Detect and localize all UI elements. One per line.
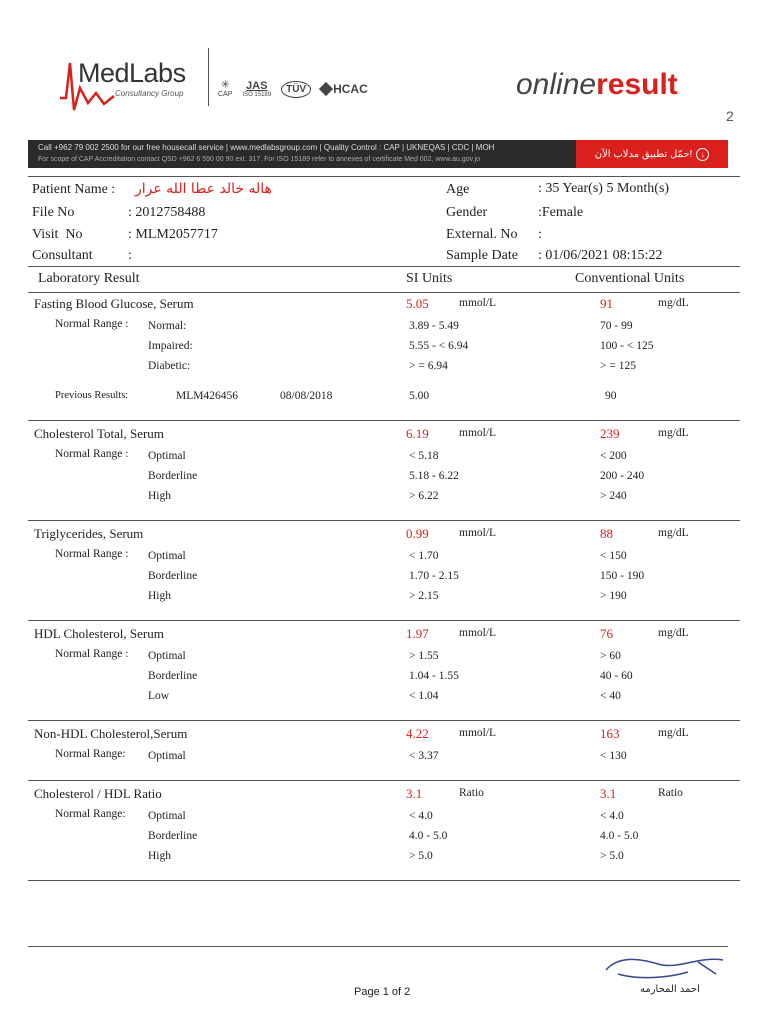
range-label: Optimal <box>148 750 186 762</box>
range-conv: < 4.0 <box>600 810 624 822</box>
range-label: Borderline <box>148 570 198 582</box>
si-result-value: 5.05 <box>406 296 429 311</box>
si-result-value: 0.99 <box>406 526 429 541</box>
logo-sub: Consultancy Group <box>115 89 184 98</box>
normal-range-label: Normal Range: <box>55 808 126 820</box>
age-label: Age <box>446 182 470 197</box>
tuv-logo: TÜV <box>281 81 311 98</box>
consultant-value: : <box>128 248 132 263</box>
range-label: Low <box>148 690 170 702</box>
si-result-unit: mmol/L <box>459 527 497 539</box>
cap-seal-icon: ✳ <box>220 79 230 92</box>
range-label: Optimal <box>148 810 186 822</box>
range-si: < 1.04 <box>409 690 439 702</box>
range-label: Optimal <box>148 450 186 462</box>
range-si: 5.55 - < 6.94 <box>409 340 469 352</box>
si-result-unit: mmol/L <box>459 297 497 309</box>
test-name: HDL Cholesterol, Serum <box>34 626 164 641</box>
section-divider <box>28 780 740 781</box>
range-si: > 6.22 <box>409 490 439 502</box>
range-conv: 100 - < 125 <box>600 340 654 352</box>
section-divider <box>28 520 740 521</box>
conv-result-value: 3.1 <box>600 786 617 801</box>
si-result-value: 4.22 <box>406 726 429 741</box>
conv-result-value: 91 <box>600 296 613 311</box>
test-name: Triglycerides, Serum <box>34 526 144 541</box>
range-si: < 1.70 <box>409 550 439 562</box>
previous-results-label: Previous Results: <box>55 390 129 401</box>
range-si: 1.04 - 1.55 <box>409 670 459 682</box>
gender-label: Gender <box>446 205 488 220</box>
range-si: 1.70 - 2.15 <box>409 570 459 582</box>
range-label: Borderline <box>148 670 198 682</box>
si-result-unit: mmol/L <box>459 627 497 639</box>
range-si: > 2.15 <box>409 590 439 602</box>
range-conv: 4.0 - 5.0 <box>600 830 639 842</box>
si-result-value: 3.1 <box>406 786 423 801</box>
logo-name: MedLabs <box>78 58 186 88</box>
file-no-value: : 2012758488 <box>128 205 206 220</box>
conv-result-unit: mg/dL <box>658 727 689 739</box>
age-value: : 35 Year(s) 5 Month(s) <box>538 181 670 196</box>
medlabs-logo <box>58 48 198 128</box>
signer-name: احمد المحارمه <box>640 984 700 995</box>
range-conv: > 190 <box>600 590 627 602</box>
col-lab-result: Laboratory Result <box>38 271 140 286</box>
visit-no-value: : MLM2057717 <box>128 227 218 242</box>
banner-line-1: Call +962 79 002 2500 for our free housecall service | www.medlabsgroup.com | Quality Control : CAP | UKNEQAS | CDC | MOH <box>38 143 495 152</box>
si-result-value: 1.97 <box>406 626 429 641</box>
normal-range-label: Normal Range : <box>55 318 129 330</box>
test-name: Cholesterol Total, Serum <box>34 426 164 441</box>
col-conv-units: Conventional Units <box>575 271 685 286</box>
range-si: 3.89 - 5.49 <box>409 320 459 332</box>
accreditation-logos <box>218 74 368 104</box>
info-banner <box>28 140 728 168</box>
test-name: Non-HDL Cholesterol,Serum <box>34 726 188 741</box>
range-conv: 40 - 60 <box>600 670 633 682</box>
diamond-icon <box>319 82 333 96</box>
header-divider <box>208 48 209 106</box>
banner-line-2: For scope of CAP Accreditation contact QSD +962 6 590 00 90 ext. 317. For ISO 15189 refer to annexes of certificate Med 002, www.au.gov.jo <box>38 156 480 163</box>
page-footer: Page 1 of 2 <box>354 986 411 998</box>
range-label: Borderline <box>148 470 198 482</box>
range-si: < 3.37 <box>409 750 439 762</box>
cap-logo: ✳ CAP <box>218 79 233 99</box>
columns-rule <box>28 292 740 293</box>
previous-si: 5.00 <box>409 390 430 402</box>
range-si: > 1.55 <box>409 650 439 662</box>
range-label: Optimal <box>148 650 186 662</box>
normal-range-label: Normal Range : <box>55 648 129 660</box>
download-icon: ↓ <box>696 148 709 161</box>
conv-result-unit: mg/dL <box>658 527 689 539</box>
range-conv: > 60 <box>600 650 621 662</box>
range-label: High <box>148 850 171 862</box>
range-si: 4.0 - 5.0 <box>409 830 448 842</box>
range-conv: < 130 <box>600 750 627 762</box>
app-download-button[interactable]: حمّل تطبيق مدلاب الآن! ↓ <box>576 140 728 168</box>
sample-date-value: : 01/06/2021 08:15:22 <box>538 248 663 263</box>
conv-result-unit: mg/dL <box>658 297 689 309</box>
gender-value: :Female <box>538 205 584 220</box>
test-name: Fasting Blood Glucose, Serum <box>34 296 194 311</box>
range-conv: > = 125 <box>600 360 636 372</box>
visit-no-label: Visit No <box>32 227 83 242</box>
online-result-title: onlineresult <box>516 68 678 101</box>
normal-range-label: Normal Range: <box>55 748 126 760</box>
conv-result-value: 163 <box>600 726 620 741</box>
si-result-unit: mmol/L <box>459 427 497 439</box>
section-divider <box>28 720 740 721</box>
file-no-label: File No <box>32 205 75 220</box>
range-label: Optimal <box>148 550 186 562</box>
range-label: Impaired: <box>148 340 193 352</box>
range-label: High <box>148 490 171 502</box>
range-conv: > 240 <box>600 490 627 502</box>
conv-result-unit: mg/dL <box>658 427 689 439</box>
conv-result-unit: mg/dL <box>658 627 689 639</box>
external-no-label: External. No <box>446 227 518 242</box>
sample-date-label: Sample Date <box>446 248 518 263</box>
range-label: High <box>148 590 171 602</box>
test-name: Cholesterol / HDL Ratio <box>34 786 162 801</box>
normal-range-label: Normal Range : <box>55 548 129 560</box>
patient-bottom-rule <box>28 266 740 267</box>
si-result-unit: mmol/L <box>459 727 497 739</box>
conv-result-unit: Ratio <box>658 787 683 799</box>
section-divider <box>28 620 740 621</box>
section-divider <box>28 420 740 421</box>
range-conv: 70 - 99 <box>600 320 633 332</box>
range-conv: < 200 <box>600 450 627 462</box>
range-conv: < 150 <box>600 550 627 562</box>
range-conv: > 5.0 <box>600 850 624 862</box>
previous-visit: MLM426456 <box>176 390 238 402</box>
patient-name-value: هاله خالد عطا الله عرار <box>135 181 272 197</box>
range-si: > = 6.94 <box>409 360 448 372</box>
consultant-label: Consultant <box>32 248 93 263</box>
conv-result-value: 88 <box>600 526 613 541</box>
normal-range-label: Normal Range : <box>55 448 129 460</box>
range-label: Diabetic: <box>148 360 191 372</box>
jas-logo: JAS ISO 15189 <box>242 79 272 98</box>
conv-result-value: 76 <box>600 626 613 641</box>
range-conv: 150 - 190 <box>600 570 645 582</box>
col-si-units: SI Units <box>406 271 453 286</box>
range-si: < 4.0 <box>409 810 433 822</box>
si-result-unit: Ratio <box>459 787 484 799</box>
footer-rule <box>28 946 728 947</box>
page-number: 2 <box>726 108 734 124</box>
range-label: Normal: <box>148 320 187 332</box>
patient-top-rule <box>28 176 740 177</box>
range-si: > 5.0 <box>409 850 433 862</box>
si-result-value: 6.19 <box>406 426 429 441</box>
external-no-value: : <box>538 227 542 242</box>
range-si: < 5.18 <box>409 450 439 462</box>
patient-name-label: Patient Name : <box>32 182 116 197</box>
section-divider <box>28 880 740 881</box>
conv-result-value: 239 <box>600 426 620 441</box>
range-si: 5.18 - 6.22 <box>409 470 459 482</box>
hcac-logo: HCAC <box>321 82 368 96</box>
range-label: Borderline <box>148 830 198 842</box>
range-conv: < 40 <box>600 690 621 702</box>
previous-conv: 90 <box>605 390 617 402</box>
range-conv: 200 - 240 <box>600 470 645 482</box>
previous-date: 08/08/2018 <box>280 390 333 402</box>
